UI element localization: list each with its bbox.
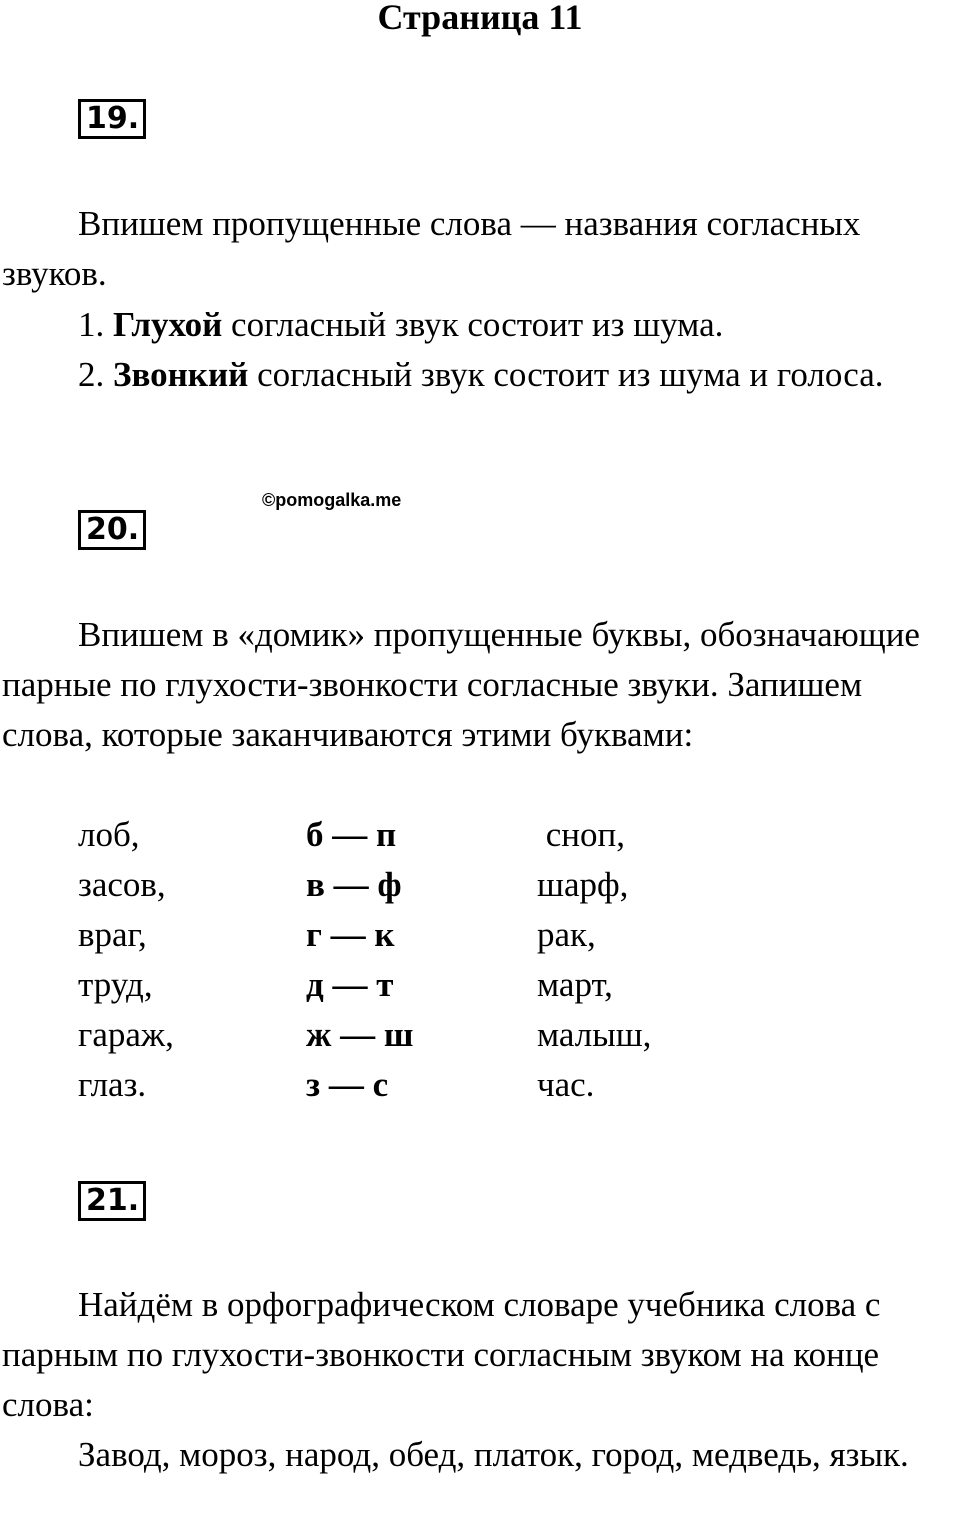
- task-21-answer: Завод, мороз, народ, обед, платок, город, медведь, язык.: [78, 1435, 909, 1474]
- letter-pair: з — с: [306, 1065, 389, 1104]
- word-right: шарф,: [537, 865, 629, 904]
- letter-pair: в — ф: [306, 865, 402, 904]
- task-number-20: 20.: [78, 510, 146, 550]
- letter-pair: ж — ш: [306, 1015, 414, 1054]
- letter-pair: б — п: [306, 815, 397, 854]
- item-bold-term: Глухой: [113, 305, 223, 344]
- word-left: глаз.: [78, 1065, 147, 1104]
- word-right: сноп,: [537, 815, 625, 854]
- task-number-21: 21.: [78, 1181, 146, 1221]
- task-21-intro: Найдём в орфографическом словаре учебника слова с парным по глухости-звонкости согласным звуком на конце слова:: [2, 1285, 881, 1424]
- item-prefix: 1.: [78, 305, 113, 344]
- task-19-item-1: [78, 300, 723, 350]
- watermark: ©pomogalka.me: [262, 490, 402, 510]
- item-rest: согласный звук состоит из шума.: [222, 305, 724, 344]
- item-prefix: 2.: [78, 355, 113, 394]
- letter-pair: д — т: [306, 965, 394, 1004]
- word-right: час.: [537, 1065, 595, 1104]
- word-left: засов,: [78, 865, 166, 904]
- word-right: малыш,: [537, 1015, 652, 1054]
- item-rest: согласный звук состоит из шума и голоса.: [248, 355, 884, 394]
- item-bold-term: Звонкий: [113, 355, 249, 394]
- word-left: труд,: [78, 965, 153, 1004]
- task-number-19: 19.: [78, 99, 146, 139]
- word-left: лоб,: [78, 815, 140, 854]
- letter-pair: г — к: [306, 915, 395, 954]
- word-right: март,: [537, 965, 613, 1004]
- word-left: враг,: [78, 915, 147, 954]
- word-right: рак,: [537, 915, 596, 954]
- task-19-intro: Впишем пропущенные слова — названия согласных звуков.: [2, 204, 861, 293]
- word-left: гараж,: [78, 1015, 174, 1054]
- task-20-intro: Впишем в «домик» пропущенные буквы, обозначающие парные по глухости-звонкости согласные звуки. Запишем слова, которые заканчиваются этими буквами:: [2, 615, 920, 754]
- page-title: Страница 11: [377, 0, 583, 37]
- task-19-item-2: [78, 350, 883, 400]
